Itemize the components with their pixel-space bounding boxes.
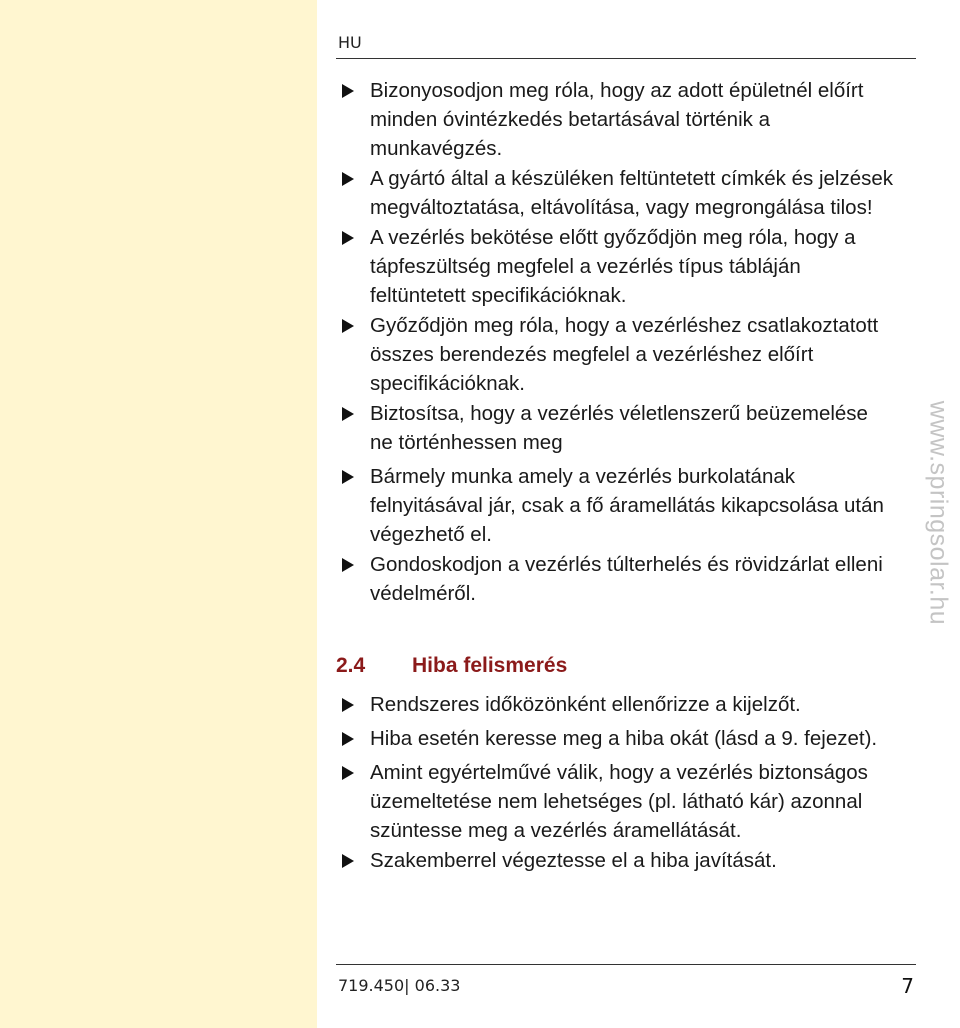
- triangle-bullet-icon: [342, 231, 354, 245]
- list-item-text: Amint egyértelművé válik, hogy a vezérlés biztonságos üzemeltetése nem lehetséges (pl. látható kár) azonnal szüntesse meg a vezérlés áramellátását.: [370, 761, 868, 842]
- section-title: Hiba felismerés: [412, 654, 568, 677]
- triangle-bullet-icon: [342, 172, 354, 186]
- language-label: HU: [338, 33, 362, 52]
- list-item: [336, 550, 896, 608]
- website-watermark: www.springsolar.hu: [924, 400, 953, 626]
- list-item: [336, 164, 896, 222]
- list-item: [336, 724, 896, 753]
- document-code: 719.450| 06.33: [338, 976, 461, 995]
- list-item-text: Biztosítsa, hogy a vezérlés véletlenszerű beüzemelése ne történhessen meg: [370, 402, 868, 454]
- left-sidebar-band: [0, 0, 317, 1028]
- page-content: [336, 0, 916, 1028]
- list-item-text: Győződjön meg róla, hogy a vezérléshez csatlakoztatott összes berendezés megfelel a vezérléshez előírt specifikációknak.: [370, 314, 879, 395]
- triangle-bullet-icon: [342, 470, 354, 484]
- list-item: [336, 462, 896, 549]
- footer-divider: [336, 964, 916, 965]
- list-item: [336, 311, 896, 398]
- fault-detection-list: [336, 690, 896, 876]
- page-number: 7: [901, 974, 914, 998]
- triangle-bullet-icon: [342, 558, 354, 572]
- triangle-bullet-icon: [342, 732, 354, 746]
- list-item: [336, 846, 896, 875]
- list-item: [336, 399, 896, 457]
- list-item: [336, 690, 896, 719]
- list-item-text: A gyártó által a készüléken feltüntetett címkék és jelzések megváltoztatása, eltávolítása, vagy megrongálása tilos!: [370, 167, 894, 219]
- list-item-text: Hiba esetén keresse meg a hiba okát (lásd a 9. fejezet).: [370, 727, 878, 750]
- list-item-text: A vezérlés bekötése előtt győződjön meg róla, hogy a tápfeszültség megfelel a vezérlés típus tábláján feltüntetett specifikációknak.: [370, 226, 856, 307]
- triangle-bullet-icon: [342, 854, 354, 868]
- section-heading: [336, 654, 567, 678]
- triangle-bullet-icon: [342, 319, 354, 333]
- triangle-bullet-icon: [342, 698, 354, 712]
- list-item-text: Gondoskodjon a vezérlés túlterhelés és rövidzárlat elleni védelméről.: [370, 553, 883, 605]
- header-divider: [336, 58, 916, 59]
- list-item-text: Bizonyosodjon meg róla, hogy az adott épületnél előírt minden óvintézkedés betartásával történik a munkavégzés.: [370, 79, 864, 160]
- triangle-bullet-icon: [342, 766, 354, 780]
- list-item-text: Szakemberrel végeztesse el a hiba javítását.: [370, 849, 777, 872]
- list-item: [336, 758, 896, 845]
- list-item-text: Rendszeres időközönként ellenőrizze a kijelzőt.: [370, 693, 801, 716]
- safety-instruction-list: [336, 76, 896, 609]
- list-item: [336, 76, 896, 163]
- section-number: 2.4: [336, 654, 366, 677]
- triangle-bullet-icon: [342, 407, 354, 421]
- list-item-text: Bármely munka amely a vezérlés burkolatának felnyitásával jár, csak a fő áramellátás kikapcsolása után végezhető el.: [370, 465, 884, 546]
- triangle-bullet-icon: [342, 84, 354, 98]
- list-item: [336, 223, 896, 310]
